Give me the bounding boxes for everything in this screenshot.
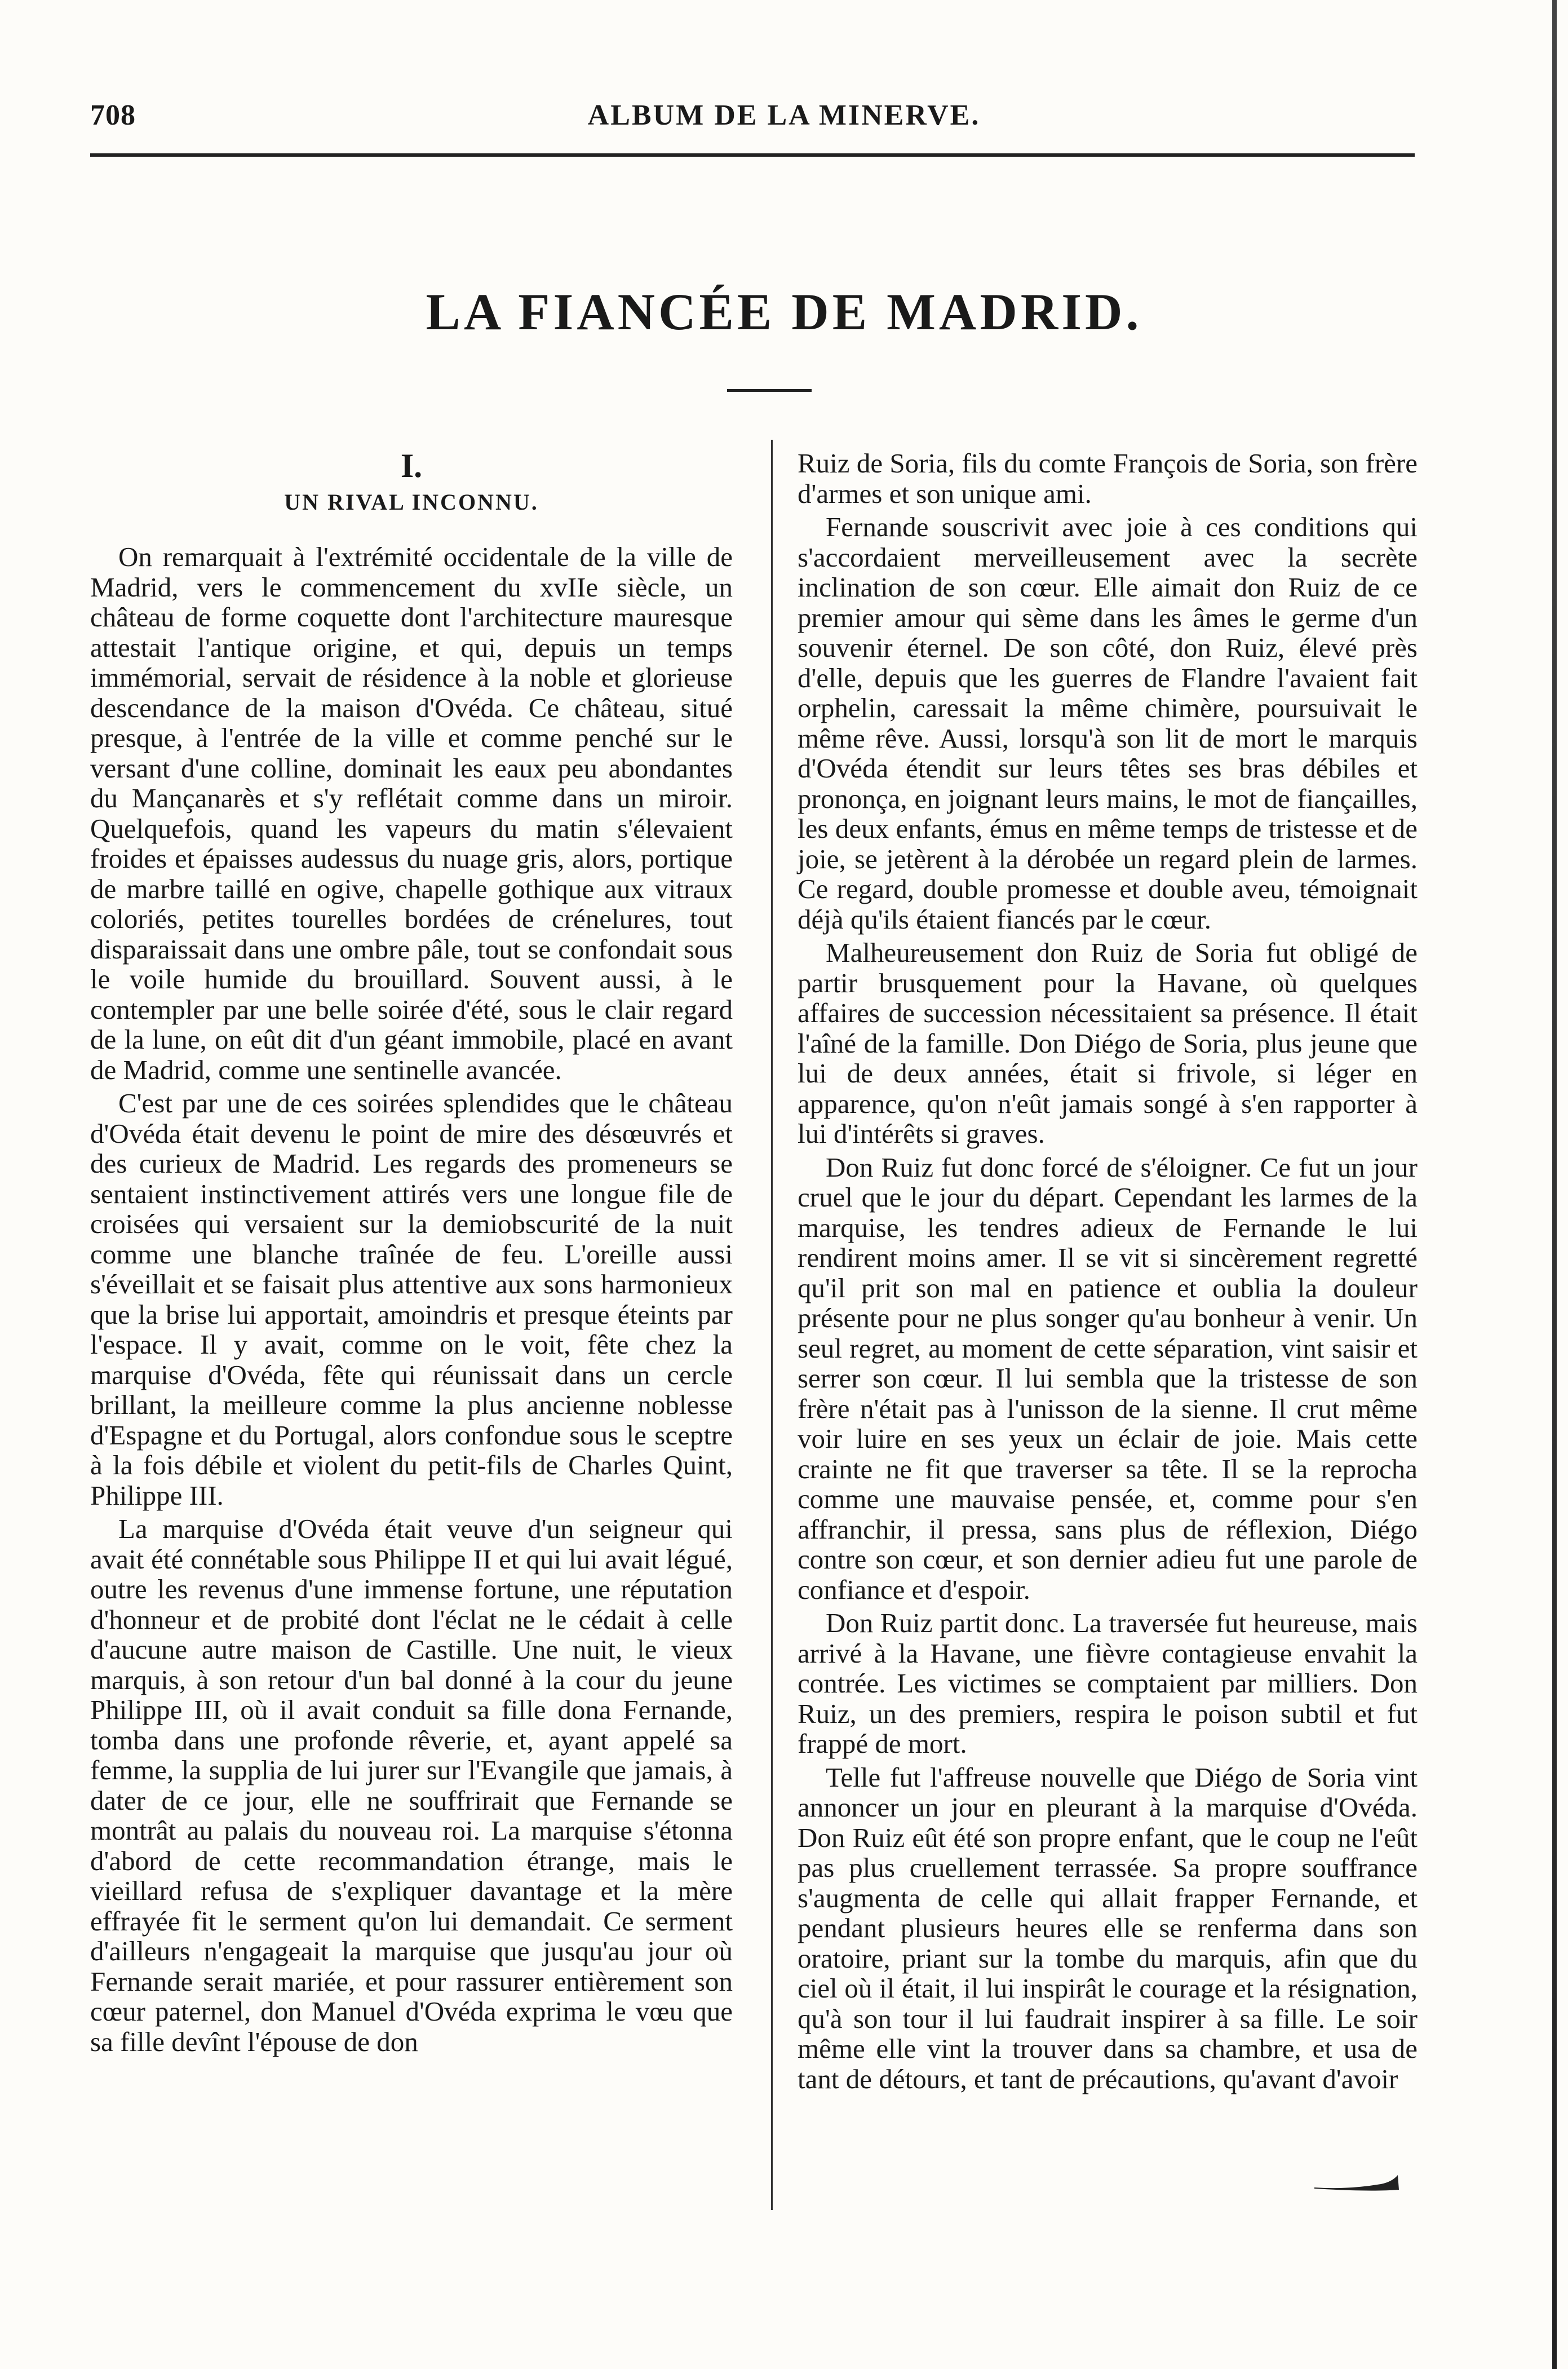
article-title: LA FIANCÉE DE MADRID. — [426, 283, 1142, 341]
header-rule — [90, 153, 1415, 157]
running-head: ALBUM DE LA MINERVE. — [587, 99, 981, 131]
left-column — [90, 447, 733, 2060]
paragraph: On remarquait à l'extrémité occidentale de la ville de Madrid, vers le commencement du xvIIe siècle, un château de forme coquette dont l'architecture mauresque attestait l'antique origine, et qui, depuis un temps immémorial, servait de résidence à la noble et glorieuse descendance de la maison d'Ovéda. Ce château, situé presque, à l'entrée de la ville et comme penché sur le versant d'une colline, dominait les eaux peu abondantes du Mançanarès et s'y reflétait comme dans un miroir. Quelquefois, quand les vapeurs du matin s'élevaient froides et épaisses audessus du nuage gris, alors, portique de marbre taillé en ogive, chapelle gothique aux vitraux coloriés, petites tourelles bordées de crénelures, tout disparaissait dans une ombre pâle, tout se confondait sous le voile humide du brouillard. Souvent aussi, à le contempler par une belle soirée d'été, sous le clair regard de la lune, on eût dit d'un géant immobile, placé en avant de Madrid, comme une sentinelle avancée. — [90, 541, 733, 1085]
column-divider — [771, 440, 773, 2210]
page-number: 708 — [90, 99, 136, 131]
paragraph: Don Ruiz fut donc forcé de s'éloigner. Ce fut un jour cruel que le jour du départ. Cependant les larmes de la marquise, les tendres adieux de Fernande le lui rendirent moins amer. Il se vit si sincèrement regretté qu'il prit son mal en patience et oublia la douleur présente pour ne plus songer qu'au bonheur à venir. Un seul regret, au moment de cette séparation, vint saisir et serrer son cœur. Il lui sembla que la tristesse de son frère n'était pas à l'unisson de la sienne. Il crut même voir luire en ses yeux un éclair de joie. Mais cette crainte ne fit que traverser sa tête. Il se la reprocha comme une mauvaise pensée, et, comme pour s'en affranchir, il pressa, sans plus de réflexion, Diégo contre son cœur, et son dernier adieu fut une parole de confiance et d'espoir. — [798, 1151, 1418, 1605]
section-number: I. — [400, 447, 423, 484]
paragraph: Don Ruiz partit donc. La traversée fut heureuse, mais arrivé à la Havane, une fièvre contagieuse envahit la contrée. Les victimes se comptaient par milliers. Don Ruiz, un des premiers, respira le poison subtil et fut frappé de mort. — [798, 1607, 1418, 1759]
paragraph: Telle fut l'affreuse nouvelle que Diégo de Soria vint annoncer un jour en pleurant à la marquise d'Ovéda. Don Ruiz eût été son propre enfant, que le coup ne l'eût pas plus cruellement terrassée. Sa propre souffrance s'augmenta de celle qui allait frapper Fernande, et pendant plusieurs heures elle se renferma dans son oratoire, priant sur la tombe du marquis, afin que du ciel où il était, il lui inspirât le courage et la résignation, qu'à son tour il lui faudrait inspirer à sa fille. Le soir même elle vint la trouver dans sa chambre, et usa de tant de détours, et tant de précautions, qu'avant d'avoir — [798, 1761, 1418, 2094]
section-title: UN RIVAL INCONNU. — [284, 489, 539, 515]
page-edge-mark — [1552, 0, 1557, 2369]
paragraph: La marquise d'Ovéda était veuve d'un seigneur qui avait été connétable sous Philippe II et qui lui avait légué, outre les revenus d'une immense fortune, une réputation d'honneur et de probité dont l'éclat ne le cédait à celle d'aucune autre maison de Castille. Une nuit, le vieux marquis, à son retour d'un bal donné à la cour du jeune Philippe III, où il avait conduit sa fille dona Fernande, tomba dans une profonde rêverie, et, ayant appelé sa femme, la supplia de lui jurer sur l'Evangile que jamais, à dater de ce jour, elle ne souffrirait que Fernande se montrât au palais du nouveau roi. La marquise s'étonna d'abord de cette recommandation étrange, mais le vieillard refusa de s'expliquer davantage et la mère effrayée fit le serment qu'on lui demandait. Ce serment d'ailleurs n'engageait la marquise que jusqu'au jour où Fernande serait mariée, et pour rassurer entièrement son cœur paternel, don Manuel d'Ovéda exprima le vœu que sa fille devînt l'épouse de don — [90, 1513, 733, 2057]
catchword-flourish — [1313, 2171, 1403, 2193]
title-rule — [727, 389, 812, 392]
paragraph: Ruiz de Soria, fils du comte François de Soria, son frère d'armes et son unique ami. — [798, 448, 1418, 509]
paragraph: C'est par une de ces soirées splendides que le château d'Ovéda était devenu le point de mire des désœuvrés et des curieux de Madrid. Les regards des promeneurs se sentaient instinctivement attirés vers une longue file de croisées qui versaient sur la demiobscurité de la nuit comme une blanche traînée de feu. L'oreille aussi s'éveillait et se faisait plus attentive aux sons harmonieux que la brise lui apportait, amoindris et presque éteints par l'espace. Il y avait, comme on le voit, fête chez la marquise d'Ovéda, fête qui réunissait dans un cercle brillant, la meilleure comme la plus ancienne noblesse d'Espagne et du Portugal, alors confondue sous le sceptre à la fois débile et violent du petit-fils de Charles Quint, Philippe III. — [90, 1088, 733, 1511]
right-column — [798, 448, 1418, 2097]
paragraph: Fernande souscrivit avec joie à ces conditions qui s'accordaient merveilleusement avec la secrète inclination de son cœur. Elle aimait don Ruiz de ce premier amour qui sème dans les âmes le germe d'un souvenir éternel. De son côté, don Ruiz, élevé près d'elle, depuis que les guerres de Flandre l'avaient fait orphelin, caressait la même chimère, poursuivait le même rêve. Aussi, lorsqu'à son lit de mort le marquis d'Ovéda étendit sur leurs têtes ses bras débiles et prononça, en joignant leurs mains, le mot de fiançailles, les deux enfants, émus en même temps de tristesse et de joie, se jetèrent à la dérobée un regard plein de larmes. Ce regard, double promesse et double aveu, témoignait déjà qu'ils étaient fiancés par le cœur. — [798, 511, 1418, 935]
paragraph: Malheureusement don Ruiz de Soria fut obligé de partir brusquement pour la Havane, où quelques affaires de succession nécessitaient sa présence. Il était l'aîné de la famille. Don Diégo de Soria, plus jeune que lui de deux années, était si frivole, si léger en apparence, qu'on n'eût jamais songé à s'en rapporter à lui d'intérêts si graves. — [798, 937, 1418, 1149]
